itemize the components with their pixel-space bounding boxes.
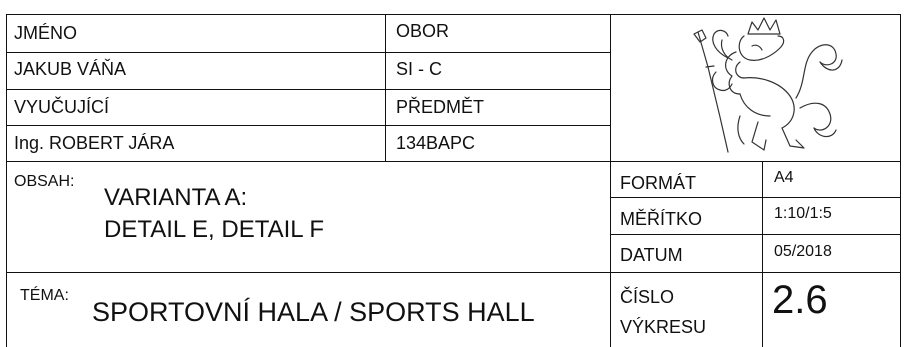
drawing-number-value: 2.6	[772, 278, 828, 322]
teacher-value: Ing. ROBERT JÁRA	[14, 133, 175, 153]
grid-line	[6, 125, 610, 126]
theme-value: SPORTOVNÍ HALA / SPORTS HALL	[92, 297, 535, 327]
grid-line	[762, 161, 763, 347]
format-value: A4	[774, 169, 794, 186]
date-value: 05/2018	[774, 243, 832, 260]
drawing-number-label-2: VÝKRESU	[620, 317, 707, 337]
name-label: JMÉNO	[14, 23, 77, 43]
name-value: JAKUB VÁŇA	[14, 59, 127, 79]
czech-lion-icon	[640, 12, 875, 157]
theme-label: TÉMA:	[20, 287, 69, 304]
grid-line	[610, 234, 901, 235]
scale-label: MĚŘÍTKO	[620, 209, 703, 229]
field-value: SI - C	[396, 59, 443, 79]
grid-line	[6, 52, 610, 53]
grid-line	[6, 272, 901, 273]
subject-value: 134BAPC	[396, 133, 476, 153]
grid-line	[6, 161, 901, 162]
grid-line	[6, 89, 610, 90]
content-line-1: VARIANTA A:	[104, 184, 248, 211]
grid-line	[610, 197, 901, 198]
grid-line	[610, 14, 611, 347]
content-label: OBSAH:	[14, 173, 75, 190]
grid-line	[385, 14, 386, 161]
teacher-label: VYUČUJÍCÍ	[14, 97, 110, 117]
drawing-number-label-1: ČÍSLO	[620, 287, 675, 307]
grid-line	[6, 14, 7, 347]
date-label: DATUM	[620, 245, 683, 265]
format-label: FORMÁT	[620, 173, 696, 193]
content-line-2: DETAIL E, DETAIL F	[104, 216, 325, 243]
subject-label: PŘEDMĚT	[396, 97, 485, 117]
scale-value: 1:10/1:5	[774, 205, 832, 222]
grid-line	[900, 14, 901, 347]
field-label: OBOR	[396, 21, 450, 41]
